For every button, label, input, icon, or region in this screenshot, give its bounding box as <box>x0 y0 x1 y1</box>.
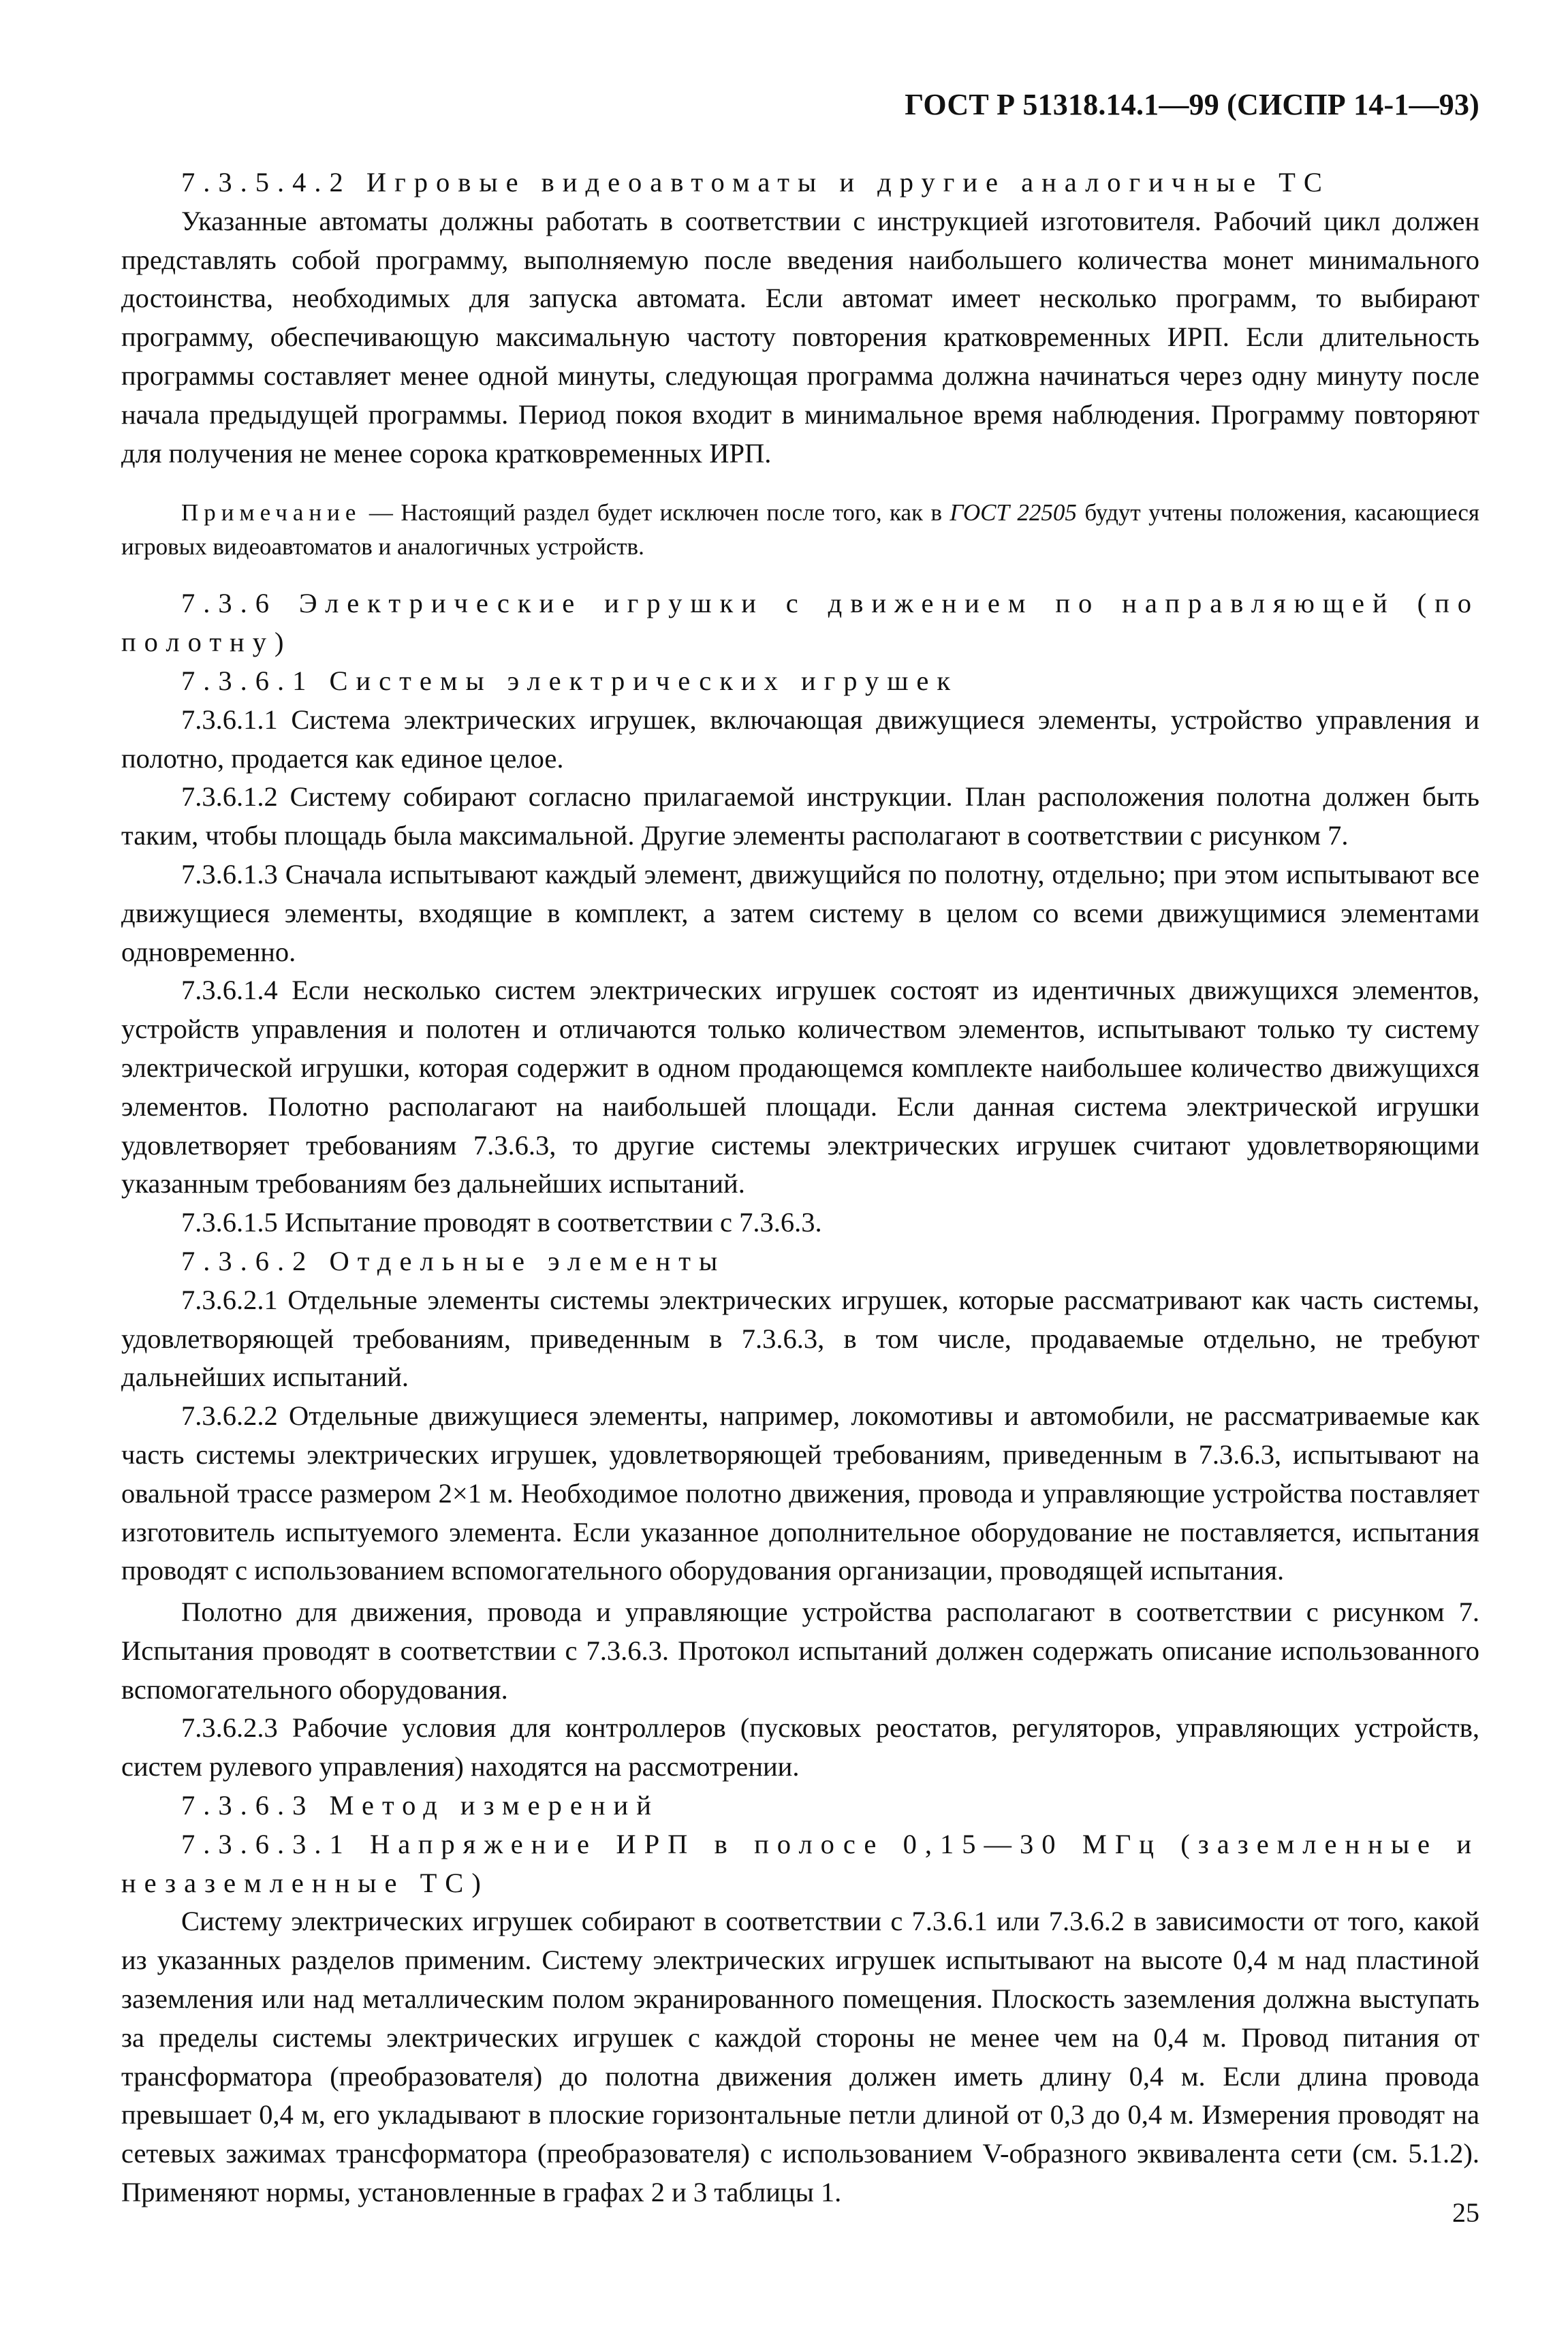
section-7-3-6-3-1-heading: 7.3.6.3.1 Напряжение ИРП в полосе 0,15—30 МГц (заземленные и незаземленные ТС) <box>121 1828 1479 1898</box>
section-7-3-6-2-1-text: 7.3.6.2.1 Отдельные элементы системы электрических игрушек, которые рассматривают как часть системы, удовлетворяющей требованиям, приведенным в 7.3.6.3, в том числе, продаваемые отдельно, не требуют дальнейших испытаний. <box>121 1284 1479 1393</box>
section-7-3-6-1-1-text: 7.3.6.1.1 Система электрических игрушек, включающая движущиеся элементы, устройство управления и полотно, продается как единое целое. <box>121 704 1479 774</box>
section-7-3-6-2-2-continued: Полотно для движения, провода и управляющие устройства располагают в соответствии с рисунком 7. Испытания проводят в соответствии с 7.3.6.3. Протокол испытаний должен содержать описание использованного вспомогательного оборудования. <box>121 1597 1479 1705</box>
section-7-3-6-heading: 7.3.6 Электрические игрушки с движением по направляющей (по полотну) <box>121 588 1479 658</box>
note-text-1: — Настоящий раздел будет исключен после того, как в <box>361 499 950 526</box>
note-paragraph <box>121 496 1479 564</box>
page-number: 25 <box>1452 2197 1479 2228</box>
note-text-2: будут учтены положения, касающиеся игровых видеоавтоматов и аналогичных устройств. <box>121 499 1479 561</box>
document-body <box>121 163 1479 2212</box>
section-7-3-6-3-heading: 7.3.6.3 Метод измерений <box>181 1790 659 1821</box>
standard-header: ГОСТ Р 51318.14.1—99 (СИСПР 14-1—93) <box>905 88 1479 121</box>
section-7-3-6-3-1-text: Систему электрических игрушек собирают в соответствии с 7.3.6.1 или 7.3.6.2 в зависимости от того, какой из указанных разделов применим. Систему электрических игрушек испытывают на высоте 0,4 м над пластиной заземления или над металлическим полом экранированного помещения. Плоскость заземления должна выступать за пределы системы электрических игрушек с каждой стороны не менее чем на 0,4 м. Провод питания от трансформатора (преобразователя) до полотна движения должен иметь длину 0,4 м. Если длина провода превышает 0,4 м, его укладывают в плоские горизонтальные петли длиной от 0,3 до 0,4 м. Измерения проводят на сетевых зажимах трансформатора (преобразователя) с использованием V-образного эквивалента сети (см. 5.1.2). Применяют нормы, установленные в графах 2 и 3 таблицы 1. <box>121 1906 1479 2208</box>
section-7-3-6-2-3-text: 7.3.6.2.3 Рабочие условия для контроллеров (пусковых реостатов, регуляторов, управляющих устройств, систем рулевого управления) находятся на рассмотрении. <box>121 1712 1479 1782</box>
section-7-3-5-4-2-text: Указанные автоматы должны работать в соответствии с инструкцией изготовителя. Рабочий цикл должен представлять собой программу, выполняемую после введения наибольшего количества монет минимального достоинства, необходимых для запуска автомата. Если автомат имеет несколько программ, то выбирают программу, обеспечивающую максимальную частоту повторения кратковременных ИРП. Если длительность программы составляет менее одной минуты, следующая программа должна начинаться через одну минуту после начала предыдущей программы. Период покоя входит в минимальное время наблюдения. Программу повторяют для получения не менее сорока кратковременных ИРП. <box>121 205 1479 469</box>
section-7-3-6-1-4-text: 7.3.6.1.4 Если несколько систем электрических игрушек состоят из идентичных движущихся элементов, устройств управления и полотен и отличаются только количеством элементов, испытывают только ту систему электрической игрушки, которая содержит в одном продающемся комплекте наибольшее количество движущихся элементов. Полотно располагают на наибольшей площади. Если данная система электрической игрушки удовлетворяет требованиям 7.3.6.3, то другие системы электрических игрушек считают удовлетворяющими указанным требованиям без дальнейших испытаний. <box>121 975 1479 1199</box>
section-7-3-6-1-2-text: 7.3.6.1.2 Систему собирают согласно прилагаемой инструкции. План расположения полотна должен быть таким, чтобы площадь была максимальной. Другие элементы располагают в соответствии с рисунком 7. <box>121 781 1479 851</box>
section-7-3-6-1-3-text: 7.3.6.1.3 Сначала испытывают каждый элемент, движущийся по полотну, отдельно; при этом испытывают все движущиеся элементы, входящие в комплект, а затем систему в целом со всеми движущимися элементами одновременно. <box>121 858 1479 967</box>
note-label: Примечание <box>181 499 362 526</box>
section-7-3-6-1-5-text: 7.3.6.1.5 Испытание проводят в соответствии с 7.3.6.3. <box>181 1207 822 1238</box>
section-7-3-6-2-2-text: 7.3.6.2.2 Отдельные движущиеся элементы, например, локомотивы и автомобили, не рассматриваемые как часть системы электрических игрушек, удовлетворяющей требованиям, приведенным в 7.3.6.3, испытывают на овальной трассе размером 2×1 м. Необходимое полотно движения, провода и управляющие устройства поставляет изготовитель испытуемого элемента. Если указанное дополнительное оборудование не поставляется, испытания проводят с использованием вспомогательного оборудования организации, проводящей испытания. <box>121 1400 1479 1586</box>
section-7-3-6-1-heading: 7.3.6.1 Системы электрических игрушек <box>181 665 959 696</box>
note-reference: ГОСТ 22505 <box>950 499 1077 526</box>
section-7-3-6-2-heading: 7.3.6.2 Отдельные элементы <box>181 1245 726 1276</box>
section-7-3-5-4-2-heading: 7.3.5.4.2 Игровые видеоавтоматы и другие аналогичные ТС <box>181 167 1330 198</box>
